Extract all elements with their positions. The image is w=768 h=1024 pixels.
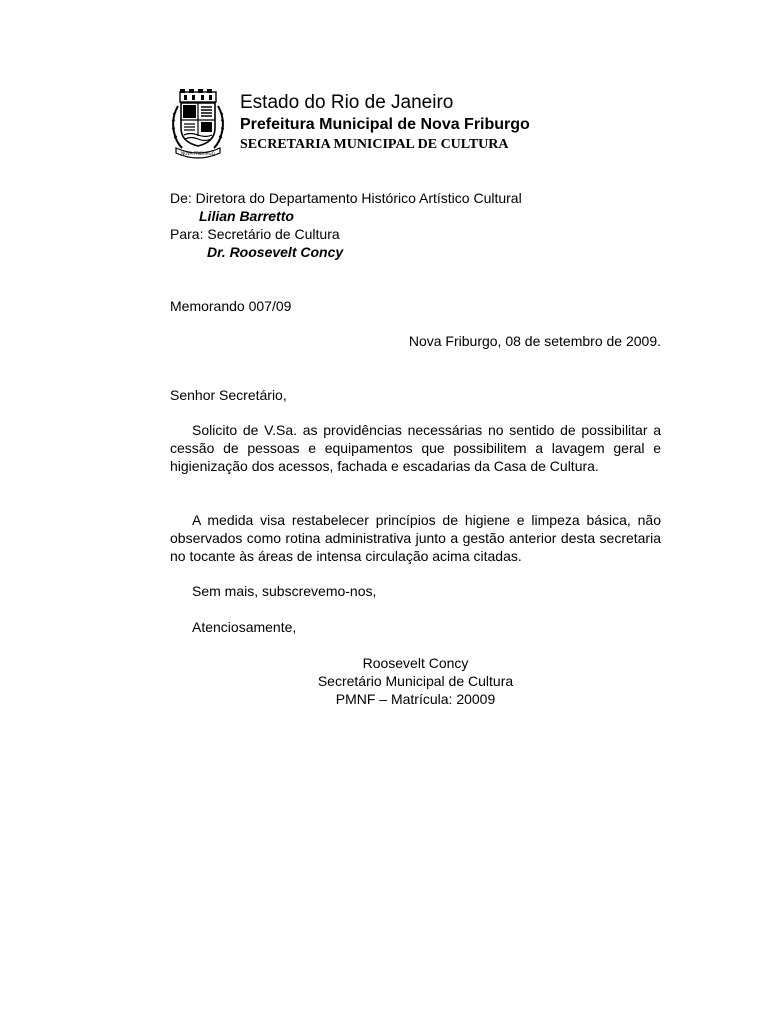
- to-line: Para: Secretário de Cultura: [170, 226, 340, 242]
- from-name: Lilian Barretto: [199, 208, 294, 224]
- crest-banner-text: NOVA FRIBURGO: [181, 151, 215, 156]
- to-name: Dr. Roosevelt Concy: [207, 244, 344, 260]
- paragraph-1: Solicito de V.Sa. as providências necessárias no sentido de possibilitar a cessão de pessoas e equipamentos que possibilitem a lavagem geral e higienização dos acessos, fachada e escadarias da Casa de Cultura.: [170, 422, 661, 474]
- regards-line: Atenciosamente,: [192, 619, 297, 635]
- salutation: Senhor Secretário,: [170, 387, 287, 403]
- signer-name: Roosevelt Concy: [362, 655, 469, 671]
- closing-line: Sem mais, subscrevemo-nos,: [192, 583, 377, 599]
- memo-number: Memorando 007/09: [170, 298, 292, 314]
- signature-block: [170, 654, 661, 708]
- signer-registration: PMNF – Matrícula: 20009: [335, 691, 496, 707]
- secretaria-heading: SECRETARIA MUNICIPAL DE CULTURA: [240, 137, 509, 152]
- signer-title: Secretário Municipal de Cultura: [317, 673, 514, 689]
- memo-date: Nova Friburgo, 08 de setembro de 2009.: [408, 333, 661, 349]
- paragraph-2: A medida visa restabelecer princípios de higiene e limpeza básica, não observados como rotina administrativa junto a gestão anterior desta secretaria no tocante às áreas de intensa circulação acima citadas.: [170, 512, 661, 564]
- from-line: De: Diretora do Departamento Histórico Artístico Cultural: [170, 190, 522, 206]
- prefeitura-heading: Prefeitura Municipal de Nova Friburgo: [240, 116, 530, 133]
- state-heading: Estado do Rio de Janeiro: [240, 92, 454, 113]
- coat-of-arms-icon: [170, 88, 226, 160]
